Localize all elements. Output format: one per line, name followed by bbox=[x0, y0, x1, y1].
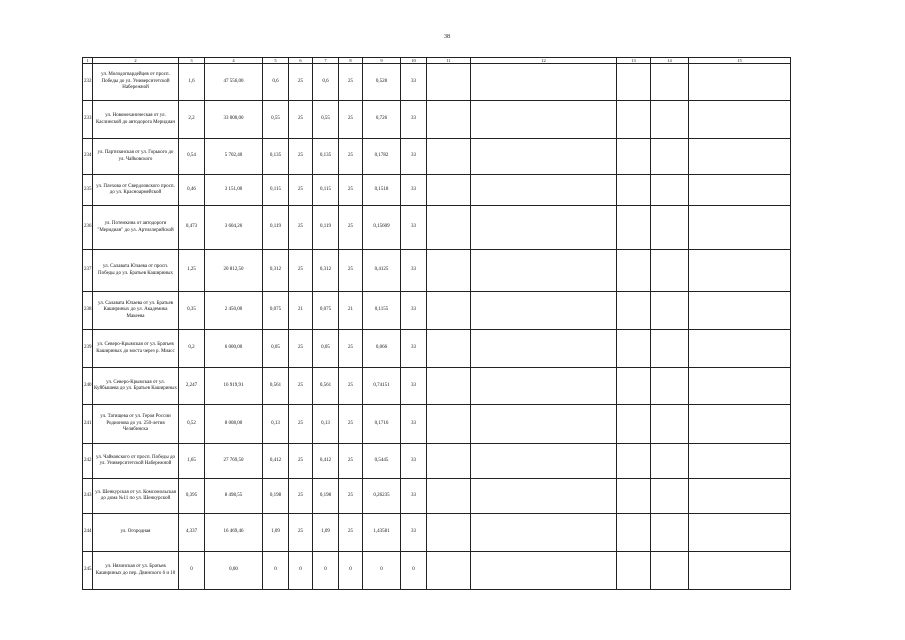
table-cell: 241 bbox=[83, 405, 93, 444]
table-cell: 242 bbox=[83, 444, 93, 479]
table-row bbox=[83, 368, 791, 405]
table-cell bbox=[471, 444, 617, 479]
table-cell: 0,46 bbox=[179, 175, 205, 206]
table-cell: 25 bbox=[289, 479, 313, 514]
table-cell: 25 bbox=[289, 368, 313, 405]
column-number: 2 bbox=[93, 58, 179, 64]
street-name-cell: ул. Нязинская от ул. Братьев Кашириных до пер. Двинского 6 и 10 bbox=[93, 552, 179, 590]
table-cell: 0,05 bbox=[263, 330, 289, 368]
table-cell bbox=[651, 405, 689, 444]
table-cell: 0,26235 bbox=[363, 479, 401, 514]
table-cell: 0,115 bbox=[313, 175, 339, 206]
table-row bbox=[83, 479, 791, 514]
table-cell: 235 bbox=[83, 175, 93, 206]
table-cell: 0,075 bbox=[263, 292, 289, 330]
table-cell: 0,075 bbox=[313, 292, 339, 330]
table-cell bbox=[471, 479, 617, 514]
table-cell: 244 bbox=[83, 514, 93, 552]
table-cell bbox=[651, 64, 689, 101]
table-cell: 25 bbox=[289, 139, 313, 175]
street-name-cell: ул. Салавата Юлаева от ул. Братьев Кашириных до ул. Академика Макеева bbox=[93, 292, 179, 330]
table-cell: 0,13 bbox=[263, 405, 289, 444]
table-cell: 1,6 bbox=[179, 64, 205, 101]
table-cell: 233 bbox=[83, 101, 93, 139]
table-cell: 33 bbox=[401, 479, 427, 514]
column-number: 5 bbox=[263, 58, 289, 64]
table-cell: 47 556,00 bbox=[205, 64, 263, 101]
street-name-cell: ул. Партизанская от ул. Горького до ул. Чайковского bbox=[93, 139, 179, 175]
table-cell: 0,55 bbox=[263, 101, 289, 139]
table-cell: 0,528 bbox=[363, 64, 401, 101]
table-cell bbox=[617, 405, 651, 444]
table-cell: 234 bbox=[83, 139, 93, 175]
table-row bbox=[83, 101, 791, 139]
table-cell bbox=[689, 514, 791, 552]
table-cell bbox=[651, 139, 689, 175]
table-cell bbox=[471, 139, 617, 175]
column-number: 4 bbox=[205, 58, 263, 64]
table-cell: 16 919,91 bbox=[205, 368, 263, 405]
table-cell: 0,13 bbox=[313, 405, 339, 444]
table-cell: 25 bbox=[339, 101, 363, 139]
column-number: 1 bbox=[83, 58, 93, 64]
table-cell: 25 bbox=[339, 139, 363, 175]
table-cell: 25 bbox=[289, 444, 313, 479]
street-name-cell: ул. Плехова от Свердловского просп. до ул. Красноармейской bbox=[93, 175, 179, 206]
table-cell: 33 bbox=[401, 175, 427, 206]
table-cell: 0,412 bbox=[313, 444, 339, 479]
table-cell: 0 bbox=[339, 552, 363, 590]
table-cell bbox=[617, 64, 651, 101]
table-cell: 25 bbox=[289, 175, 313, 206]
table-cell: 25 bbox=[339, 64, 363, 101]
table-cell: 0,00 bbox=[205, 552, 263, 590]
table-cell bbox=[689, 405, 791, 444]
table-cell bbox=[471, 292, 617, 330]
table-cell: 3 151,00 bbox=[205, 175, 263, 206]
road-data-table bbox=[82, 57, 791, 590]
table-cell bbox=[617, 479, 651, 514]
table-cell: 0,312 bbox=[313, 250, 339, 292]
table-cell bbox=[651, 101, 689, 139]
street-name-cell: ул. Татищева от ул. Героя России Родионова до ул. 250-летия Челябинска bbox=[93, 405, 179, 444]
table-cell: 33 bbox=[401, 514, 427, 552]
table-cell: 25 bbox=[339, 330, 363, 368]
table-cell bbox=[617, 514, 651, 552]
table-cell: 25 bbox=[339, 479, 363, 514]
table-cell bbox=[427, 330, 471, 368]
table-cell: 33 bbox=[401, 250, 427, 292]
table-row bbox=[83, 444, 791, 479]
table-cell bbox=[689, 368, 791, 405]
table-cell bbox=[427, 444, 471, 479]
table-cell bbox=[427, 405, 471, 444]
table-cell bbox=[651, 250, 689, 292]
table-cell: 6 000,00 bbox=[205, 330, 263, 368]
table-cell bbox=[689, 292, 791, 330]
table-cell: 0,198 bbox=[313, 479, 339, 514]
table-row bbox=[83, 250, 791, 292]
table-row bbox=[83, 64, 791, 101]
column-number: 12 bbox=[471, 58, 617, 64]
table-cell: 1,25 bbox=[179, 250, 205, 292]
table-cell: 1,43581 bbox=[363, 514, 401, 552]
table-cell: 0,561 bbox=[263, 368, 289, 405]
table-cell bbox=[427, 292, 471, 330]
table-cell: 20 812,50 bbox=[205, 250, 263, 292]
table-cell: 16 469,46 bbox=[205, 514, 263, 552]
table-cell bbox=[471, 405, 617, 444]
table-cell: 0,1155 bbox=[363, 292, 401, 330]
table-cell: 0,561 bbox=[313, 368, 339, 405]
column-number: 9 bbox=[363, 58, 401, 64]
table-row bbox=[83, 292, 791, 330]
table-cell: 4,337 bbox=[179, 514, 205, 552]
table-cell: 0,198 bbox=[263, 479, 289, 514]
table-row bbox=[83, 514, 791, 552]
table-cell: 0,135 bbox=[263, 139, 289, 175]
table-cell: 237 bbox=[83, 250, 93, 292]
table-cell bbox=[427, 139, 471, 175]
table-cell bbox=[617, 206, 651, 250]
table-cell: 240 bbox=[83, 368, 93, 405]
table-cell bbox=[617, 175, 651, 206]
table-cell: 21 bbox=[289, 292, 313, 330]
table-cell: 3 604,26 bbox=[205, 206, 263, 250]
table-cell: 243 bbox=[83, 479, 93, 514]
column-number: 13 bbox=[617, 58, 651, 64]
table-row bbox=[83, 139, 791, 175]
page-number: 38 bbox=[444, 34, 450, 40]
table-cell bbox=[427, 250, 471, 292]
table-cell: 1,09 bbox=[263, 514, 289, 552]
table-cell bbox=[651, 175, 689, 206]
table-cell: 25 bbox=[289, 250, 313, 292]
table-cell: 0 bbox=[401, 552, 427, 590]
table-cell bbox=[427, 514, 471, 552]
table-cell bbox=[651, 552, 689, 590]
column-number: 10 bbox=[401, 58, 427, 64]
table-cell: 0,52 bbox=[179, 405, 205, 444]
table-cell bbox=[471, 368, 617, 405]
table-row bbox=[83, 175, 791, 206]
table-cell bbox=[471, 552, 617, 590]
table-cell bbox=[689, 101, 791, 139]
table-cell bbox=[689, 64, 791, 101]
table-cell: 0,05 bbox=[313, 330, 339, 368]
table-cell: 8 498,55 bbox=[205, 479, 263, 514]
table-row bbox=[83, 405, 791, 444]
table-cell: 236 bbox=[83, 206, 93, 250]
table-cell: 0,74151 bbox=[363, 368, 401, 405]
table-cell: 25 bbox=[339, 405, 363, 444]
table-cell: 0 bbox=[289, 552, 313, 590]
table-cell: 33 bbox=[401, 206, 427, 250]
table-cell bbox=[471, 206, 617, 250]
table-cell: 0,15609 bbox=[363, 206, 401, 250]
table-cell: 25 bbox=[289, 514, 313, 552]
table-cell: 0,115 bbox=[263, 175, 289, 206]
table-cell: 25 bbox=[289, 64, 313, 101]
table-cell: 0,55 bbox=[313, 101, 339, 139]
table-cell bbox=[427, 368, 471, 405]
table-cell bbox=[471, 101, 617, 139]
table-cell: 2 450,00 bbox=[205, 292, 263, 330]
table-cell: 2,2 bbox=[179, 101, 205, 139]
table-cell: 25 bbox=[289, 206, 313, 250]
table-cell: 239 bbox=[83, 330, 93, 368]
table-cell bbox=[689, 250, 791, 292]
table-cell: 25 bbox=[289, 101, 313, 139]
table-cell bbox=[471, 64, 617, 101]
table-cell: 25 bbox=[339, 444, 363, 479]
table-row bbox=[83, 206, 791, 250]
street-name-cell: ул. Молодогвардейцев от просп. Победы до ул. Университетской Набережной bbox=[93, 64, 179, 101]
table-cell: 0,4125 bbox=[363, 250, 401, 292]
table-cell: 0,35 bbox=[179, 292, 205, 330]
street-name-cell: ул. Салавата Юлаева от просп. Победы до ул. Братьев Кашириных bbox=[93, 250, 179, 292]
table-cell: 25 bbox=[339, 514, 363, 552]
table-row bbox=[83, 552, 791, 590]
table-cell: 33 bbox=[401, 292, 427, 330]
street-name-cell: ул. Потемкина от автодороги "Меридиан" до ул. Артиллерийской bbox=[93, 206, 179, 250]
table-cell: 0,119 bbox=[263, 206, 289, 250]
table-cell: 0,312 bbox=[263, 250, 289, 292]
table-cell bbox=[689, 330, 791, 368]
table-cell: 33 bbox=[401, 101, 427, 139]
table-cell: 33 bbox=[401, 444, 427, 479]
column-number: 6 bbox=[289, 58, 313, 64]
table-cell: 0,1518 bbox=[363, 175, 401, 206]
table-cell: 238 bbox=[83, 292, 93, 330]
table-cell: 0,395 bbox=[179, 479, 205, 514]
street-name-cell: ул. Северо-Крымская от ул. Куйбышева до ул. Братьев Кашириных bbox=[93, 368, 179, 405]
table-cell bbox=[689, 552, 791, 590]
table-cell: 0 bbox=[363, 552, 401, 590]
table-cell: 25 bbox=[339, 368, 363, 405]
table-cell: 0,066 bbox=[363, 330, 401, 368]
table-cell: 0,726 bbox=[363, 101, 401, 139]
table-cell: 0 bbox=[263, 552, 289, 590]
table-cell: 33 bbox=[401, 64, 427, 101]
table-cell: 2,247 bbox=[179, 368, 205, 405]
table-cell: 25 bbox=[339, 206, 363, 250]
table-cell: 27 769,50 bbox=[205, 444, 263, 479]
table-cell: 0,135 bbox=[313, 139, 339, 175]
column-number: 3 bbox=[179, 58, 205, 64]
table-cell: 245 bbox=[83, 552, 93, 590]
table-cell bbox=[471, 250, 617, 292]
table-cell: 0,412 bbox=[263, 444, 289, 479]
column-number: 11 bbox=[427, 58, 471, 64]
table-cell bbox=[427, 552, 471, 590]
table-cell bbox=[427, 206, 471, 250]
table-cell bbox=[651, 479, 689, 514]
table-cell bbox=[617, 444, 651, 479]
table-cell bbox=[617, 330, 651, 368]
column-number: 15 bbox=[689, 58, 791, 64]
column-number: 8 bbox=[339, 58, 363, 64]
table-cell: 25 bbox=[289, 405, 313, 444]
table-cell: 33 bbox=[401, 139, 427, 175]
table-cell bbox=[689, 479, 791, 514]
table-cell bbox=[617, 368, 651, 405]
table-cell bbox=[617, 139, 651, 175]
table-cell: 33 bbox=[401, 368, 427, 405]
table-cell bbox=[651, 514, 689, 552]
table-cell: 25 bbox=[339, 250, 363, 292]
table-cell bbox=[689, 175, 791, 206]
street-name-cell: ул. Огородная bbox=[93, 514, 179, 552]
table-cell bbox=[689, 444, 791, 479]
table-cell bbox=[617, 250, 651, 292]
table-cell: 1,65 bbox=[179, 444, 205, 479]
table-cell: 8 008,00 bbox=[205, 405, 263, 444]
street-name-cell: ул. Чайковского от просп. Победы до ул. Университетской Набережной bbox=[93, 444, 179, 479]
table-cell: 25 bbox=[339, 175, 363, 206]
table-cell bbox=[689, 139, 791, 175]
table-cell: 0,473 bbox=[179, 206, 205, 250]
table-cell bbox=[471, 514, 617, 552]
street-name-cell: ул. Шенкурская от ул. Комсомольская до дома №11 по ул. Шенкурской bbox=[93, 479, 179, 514]
table-cell bbox=[427, 479, 471, 514]
table-cell: 0,1782 bbox=[363, 139, 401, 175]
table-cell bbox=[617, 101, 651, 139]
table-cell: 1,09 bbox=[313, 514, 339, 552]
table-cell bbox=[471, 330, 617, 368]
table-cell bbox=[651, 368, 689, 405]
table-cell: 0 bbox=[313, 552, 339, 590]
street-name-cell: ул. Северо-Крымская от ул. Братьев Кашириных до моста через р. Миасс bbox=[93, 330, 179, 368]
table-cell: 0,6 bbox=[313, 64, 339, 101]
table-cell: 0,54 bbox=[179, 139, 205, 175]
table-cell bbox=[471, 175, 617, 206]
table-cell bbox=[651, 330, 689, 368]
street-name-cell: ул. Новомеханическая от ул. Каслинской до автодорога Меридиан bbox=[93, 101, 179, 139]
table-cell bbox=[689, 206, 791, 250]
table-cell: 33 bbox=[401, 405, 427, 444]
table-cell: 33 bbox=[401, 330, 427, 368]
table-cell: 232 bbox=[83, 64, 93, 101]
table-cell: 0,2 bbox=[179, 330, 205, 368]
table-cell: 0 bbox=[179, 552, 205, 590]
table-cell bbox=[651, 206, 689, 250]
table-cell: 21 bbox=[339, 292, 363, 330]
table-cell: 33 000,00 bbox=[205, 101, 263, 139]
table-cell bbox=[651, 444, 689, 479]
table-cell: 0,5445 bbox=[363, 444, 401, 479]
table-cell: 0,119 bbox=[313, 206, 339, 250]
table-cell bbox=[617, 552, 651, 590]
table-cell bbox=[427, 175, 471, 206]
table-cell bbox=[617, 292, 651, 330]
column-number: 14 bbox=[651, 58, 689, 64]
table-cell: 0,6 bbox=[263, 64, 289, 101]
table-cell: 0,1716 bbox=[363, 405, 401, 444]
table-cell: 5 702,40 bbox=[205, 139, 263, 175]
column-number: 7 bbox=[313, 58, 339, 64]
table-row bbox=[83, 330, 791, 368]
table-cell bbox=[427, 101, 471, 139]
table-cell bbox=[427, 64, 471, 101]
table-cell bbox=[651, 292, 689, 330]
table-cell: 25 bbox=[289, 330, 313, 368]
